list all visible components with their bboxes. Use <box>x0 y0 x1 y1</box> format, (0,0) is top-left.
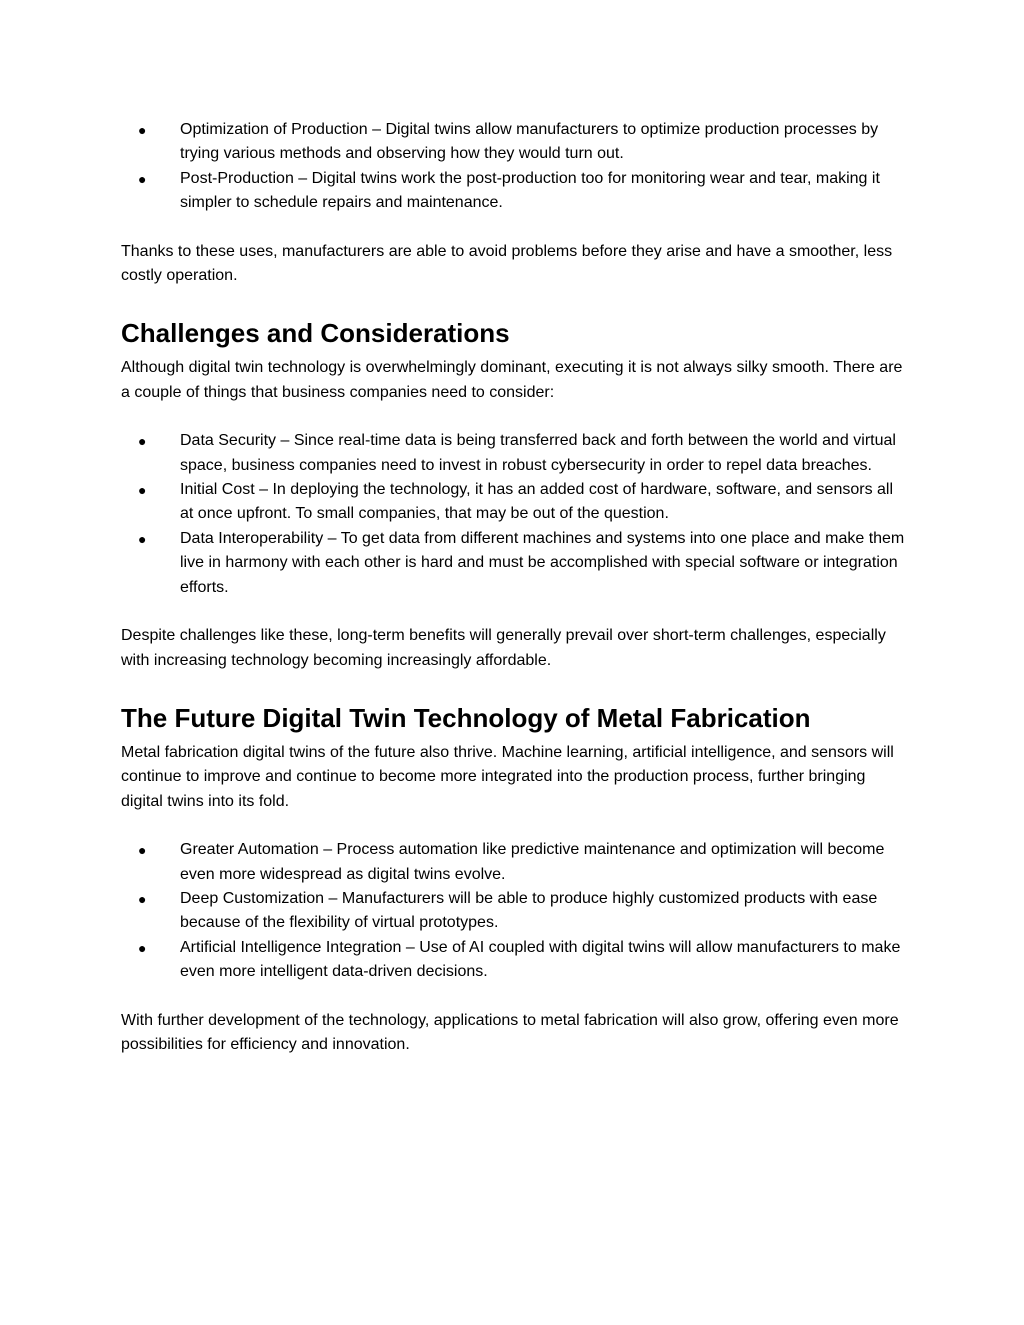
list-item-text: Deep Customization – Manufacturers will be able to produce highly customized products with ease because of the flexibility of virtual prototypes. <box>180 889 878 932</box>
list-item-text: Greater Automation – Process automation like predictive maintenance and optimization will become even more widespread as digital twins evolve. <box>180 841 885 883</box>
future-summary-paragraph: With further development of the technology, applications to metal fabrication will also grow, offering even more possibilities for efficiency and innovation. <box>121 1011 899 1053</box>
list-item <box>121 887 910 936</box>
list-item-text: Optimization of Production – Digital twins allow manufacturers to optimize production processes by trying various methods and observing how they would turn out. <box>180 121 879 163</box>
list-item <box>121 936 910 985</box>
list-item <box>121 527 910 600</box>
bullet-icon: ● <box>138 530 147 547</box>
list-item-text: Data Security – Since real-time data is being transferred back and forth between the world and virtual space, business companies need to invest in robust cybersecurity in order to repel data breaches. <box>180 432 896 474</box>
bullet-icon: ● <box>138 939 147 956</box>
document-page <box>121 118 911 1057</box>
bullet-icon: ● <box>138 482 147 499</box>
list-item-text: Initial Cost – In deploying the technology, it has an added cost of hardware, software, and sensors all at once upfront. To small companies, that may be out of the question. <box>180 481 894 523</box>
future-list <box>121 838 911 984</box>
bullet-icon: ● <box>138 890 147 907</box>
challenges-list <box>121 429 911 600</box>
challenges-heading: Challenges and Considerations <box>121 318 510 349</box>
list-item <box>121 167 910 216</box>
list-item <box>121 429 910 478</box>
future-intro-paragraph: Metal fabrication digital twins of the future also thrive. Machine learning, artificial intelligence, and sensors will continue to improve and continue to become more integrated into the production process, further bringing digital twins into its fold. <box>121 743 894 810</box>
bullet-icon: ● <box>138 433 147 450</box>
list-item <box>121 838 910 887</box>
challenges-summary-paragraph: Despite challenges like these, long-term benefits will generally prevail over short-term challenges, especially with increasing technology becoming increasingly affordable. <box>121 627 886 669</box>
list-item <box>121 478 910 527</box>
bullet-icon: ● <box>138 170 147 187</box>
bullet-icon: ● <box>138 842 147 859</box>
intro-summary-paragraph: Thanks to these uses, manufacturers are able to avoid problems before they arise and have a smoother, less costly operation. <box>121 242 893 285</box>
future-heading: The Future Digital Twin Technology of Metal Fabrication <box>121 702 811 733</box>
list-item-text: Artificial Intelligence Integration – Use of AI coupled with digital twins will allow manufacturers to make even more intelligent data-driven decisions. <box>180 938 901 981</box>
production-benefits-list <box>121 118 911 216</box>
list-item-text: Post-Production – Digital twins work the post-production too for monitoring wear and tear, making it simpler to schedule repairs and maintenance. <box>180 169 880 212</box>
list-item <box>121 118 910 167</box>
list-item-text: Data Interoperability – To get data from different machines and systems into one place and make them live in harmony with each other is hard and must be accomplished with special software or integration efforts. <box>180 529 905 596</box>
challenges-intro-paragraph: Although digital twin technology is overwhelmingly dominant, executing it is not always silky smooth. There are a couple of things that business companies need to consider: <box>121 359 903 401</box>
bullet-icon: ● <box>138 122 147 138</box>
